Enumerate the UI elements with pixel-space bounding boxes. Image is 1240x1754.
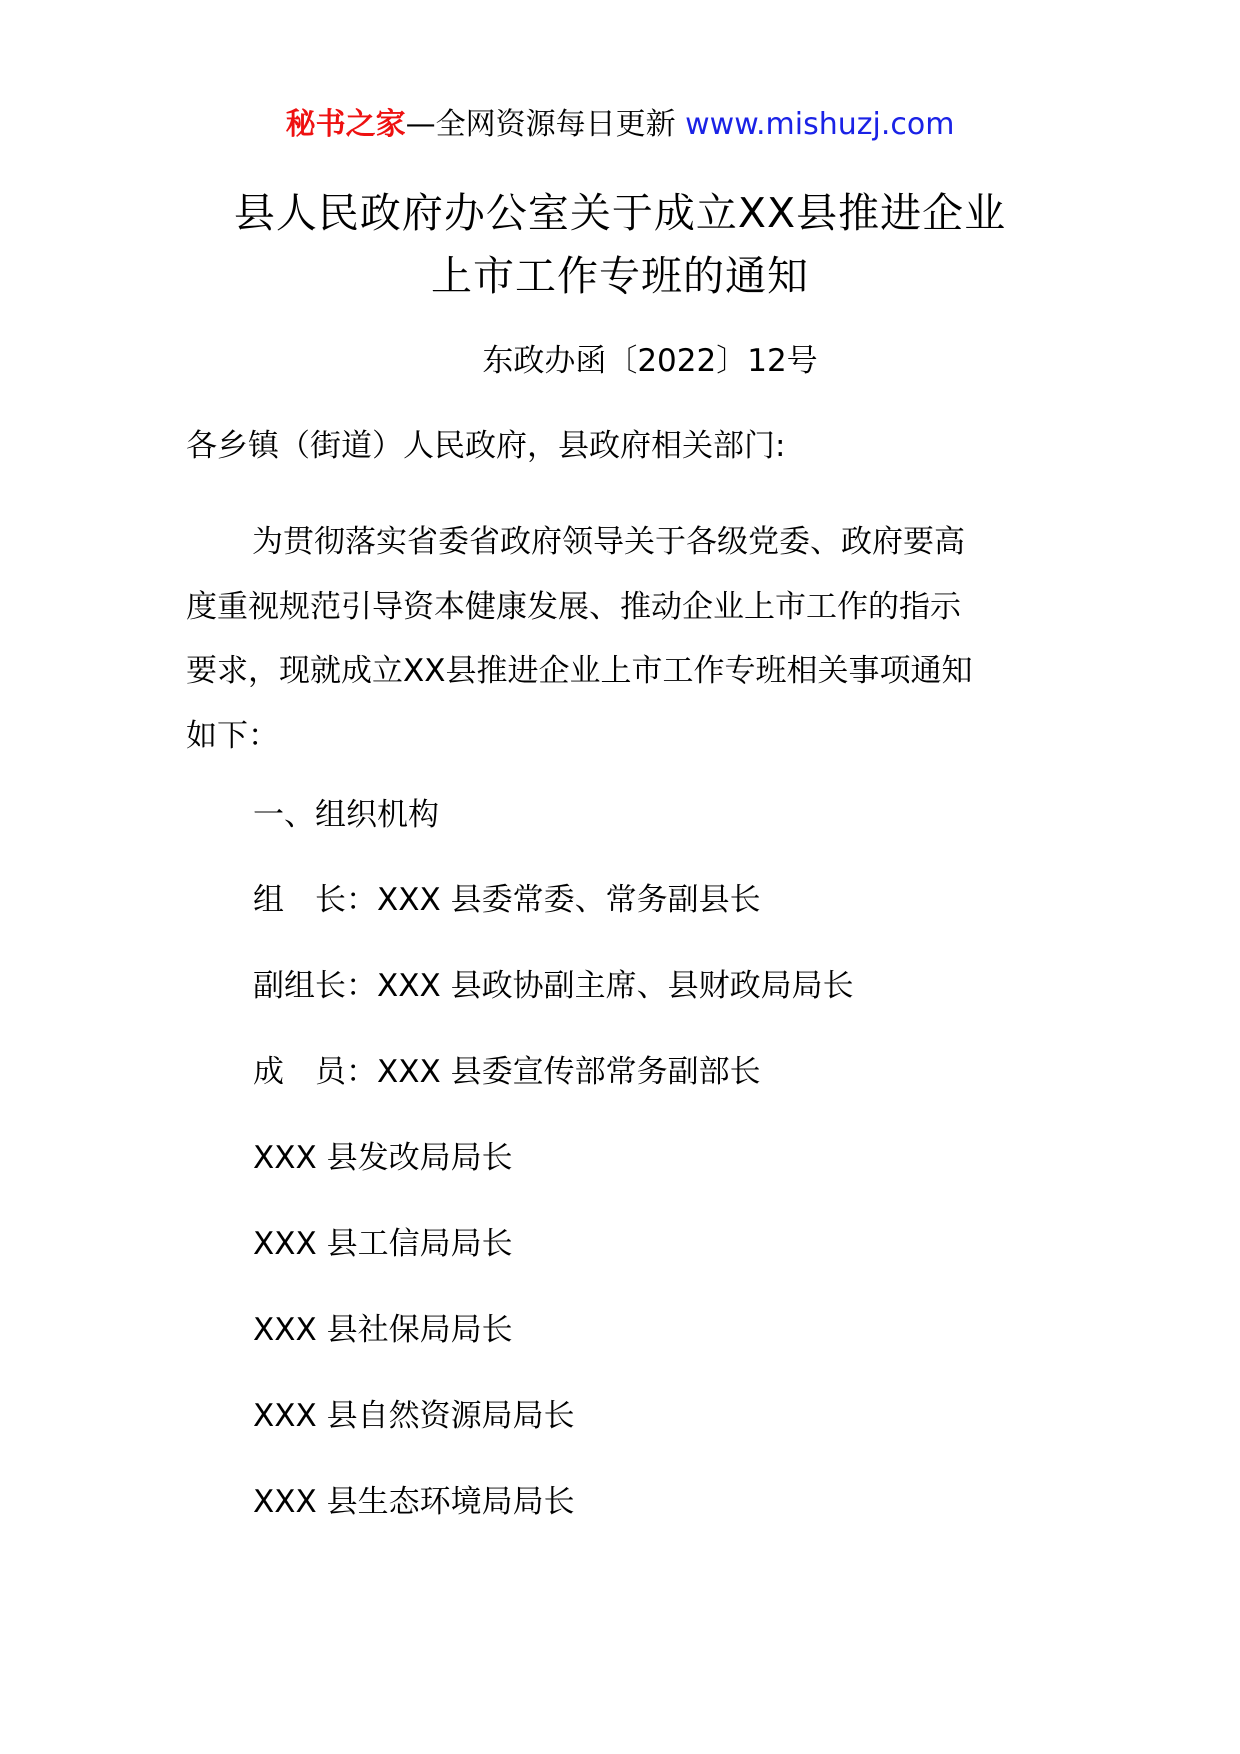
member-line: XXX 县自然资源局局长 [253, 1398, 575, 1434]
member-line: XXX 县工信局局长 [253, 1226, 513, 1262]
site-url-link[interactable]: www.mishuzj.com [685, 107, 955, 142]
section-heading: 一、组织机构 [253, 797, 439, 833]
member-line: XXX 县发改局局长 [253, 1140, 513, 1176]
member-line: 成 员：XXX 县委宣传部常务副部长 [253, 1054, 761, 1090]
title-line: 上市工作专班的通知 [431, 252, 809, 300]
member-line: XXX 县社保局局长 [253, 1312, 513, 1348]
banner-tagline: —全网资源每日更新 [405, 107, 686, 142]
document-number: 东政办函〔2022〕12号 [482, 343, 818, 379]
document-title [140, 182, 1100, 308]
paragraph-line: 如下： [186, 717, 279, 754]
member-line: 组 长：XXX 县委常委、常务副县长 [253, 882, 761, 918]
paragraph-line: 度重视规范引导资本健康发展、推动企业上市工作的指示 [186, 588, 961, 625]
member-line: 副组长：XXX 县政协副主席、县财政局局长 [253, 968, 854, 1004]
salutation: 各乡镇（街道）人民政府，县政府相关部门: [186, 428, 786, 464]
brand-name: 秘书之家 [285, 107, 406, 142]
paragraph-line: 为贯彻落实省委省政府领导关于各级党委、政府要高 [252, 524, 965, 560]
paragraph-line: 要求，现就成立XX县推进企业上市工作专班相关事项通知 [186, 653, 973, 689]
watermark-banner [0, 103, 1240, 147]
member-line: XXX 县生态环境局局长 [253, 1484, 575, 1520]
title-line: 县人民政府办公室关于成立XX县推进企业 [233, 189, 1007, 237]
body-paragraph [186, 510, 1066, 768]
